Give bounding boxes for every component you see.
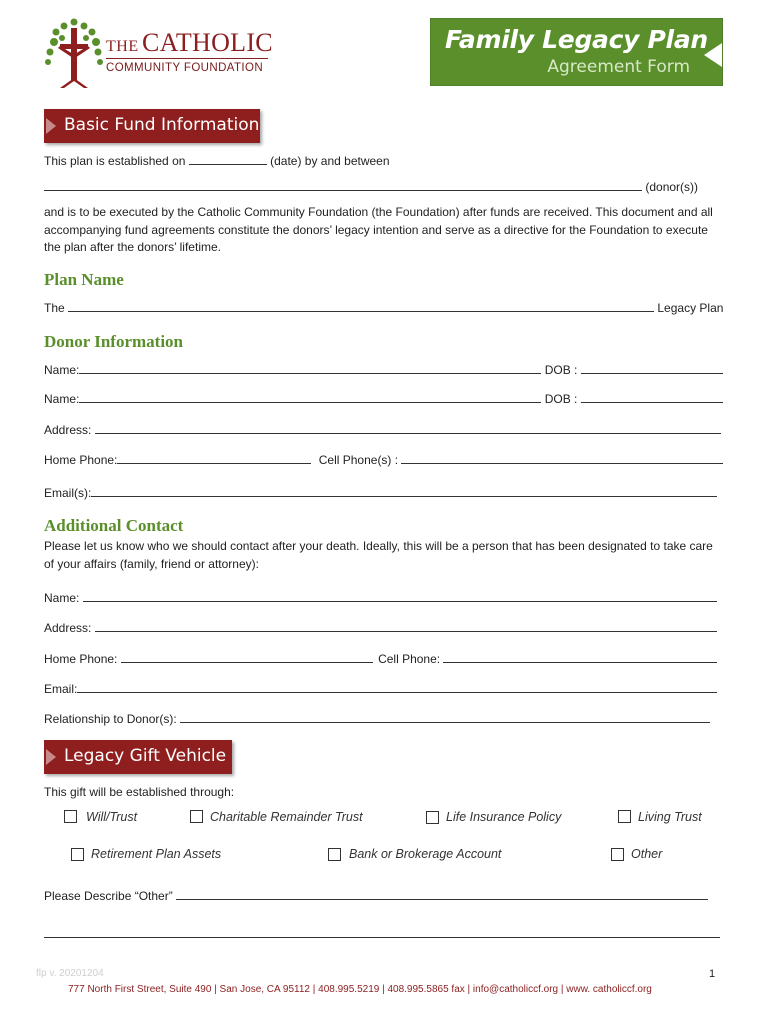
- logo-subtitle: COMMUNITY FOUNDATION: [106, 62, 264, 74]
- address-label: Address:: [44, 621, 92, 635]
- email-label: Email(s):: [44, 486, 92, 500]
- donors-label: (donor(s)): [645, 180, 699, 194]
- cell-phone-label: Cell Phone(s) :: [318, 453, 399, 467]
- name-label: Name:: [44, 591, 80, 605]
- contact-address-line: [44, 620, 717, 635]
- footer-contact: 777 North First Street, Suite 490 | San Jose, CA 95112 | 408.995.5219 | 408.995.5865 fax | info@catholiccf.org | www. catholiccf.org: [68, 984, 652, 995]
- option-other: Other: [631, 847, 663, 861]
- banner-arrow-icon: [46, 749, 56, 765]
- between-label: (date) by and between: [270, 154, 390, 168]
- describe-other-label: Please Describe “Other”: [44, 889, 173, 903]
- intro-paragraph: and is to be executed by the Catholic Community Foundation (the Foundation) after funds are received. This document and all accompanying fund agreements constitute the donors’ legacy intention and serve as a directive for the Foundation to execute the plan after the donors’ lifetime.: [44, 205, 713, 254]
- checkbox-bank-brokerage-account[interactable]: [328, 848, 341, 861]
- plan-name-heading: Plan Name: [44, 270, 124, 289]
- name-label: Name:: [44, 363, 80, 377]
- donor-address-field[interactable]: [95, 422, 721, 434]
- contact-cell-phone-field[interactable]: [443, 651, 717, 663]
- checkbox-living-trust[interactable]: [618, 810, 631, 823]
- title-notch: [704, 43, 722, 67]
- cell-phone-label: Cell Phone:: [378, 652, 441, 666]
- address-label: Address:: [44, 423, 92, 437]
- donor1-line: [44, 362, 723, 377]
- plan-name-line: [44, 300, 723, 315]
- option-will-trust: Will/Trust: [86, 810, 138, 824]
- established-label: This plan is established on: [44, 154, 186, 168]
- checkbox-retirement-plan-assets[interactable]: [71, 848, 84, 861]
- option-charitable-remainder-trust: Charitable Remainder Trust: [210, 810, 363, 824]
- checkbox-other[interactable]: [611, 848, 624, 861]
- plan-name-field[interactable]: [68, 300, 654, 312]
- email-label: Email:: [44, 682, 78, 696]
- checkbox-life-insurance-policy[interactable]: [426, 811, 439, 824]
- donor-email-line: [44, 485, 717, 500]
- logo-catholic: CATHOLIC: [142, 28, 273, 57]
- describe-other-line-2: [44, 926, 720, 941]
- describe-other-field[interactable]: [176, 888, 708, 900]
- donor-cell-phone-field[interactable]: [401, 452, 723, 464]
- name-label: Name:: [44, 392, 80, 406]
- option-retirement-plan-assets: Retirement Plan Assets: [91, 847, 222, 861]
- contact-email-line: [44, 681, 717, 696]
- vehicle-intro: This gift will be established through:: [44, 785, 235, 799]
- date-field[interactable]: [189, 153, 267, 165]
- donor2-dob-field[interactable]: [581, 391, 723, 403]
- page-number: 1: [709, 968, 716, 980]
- contact-home-phone-field[interactable]: [121, 651, 373, 663]
- donor2-name-field[interactable]: [79, 391, 541, 403]
- donor-info-heading: Donor Information: [44, 332, 183, 351]
- contact-email-field[interactable]: [77, 681, 717, 693]
- banner-arrow-icon: [46, 118, 56, 134]
- checkbox-charitable-remainder-trust[interactable]: [190, 810, 203, 823]
- home-phone-label: Home Phone:: [44, 652, 118, 666]
- option-life-insurance-policy: Life Insurance Policy: [446, 810, 562, 824]
- donors-field[interactable]: [44, 179, 642, 191]
- donor-home-phone-field[interactable]: [117, 452, 311, 464]
- contact-name-line: [44, 590, 717, 605]
- dob-label: DOB :: [544, 363, 578, 377]
- dob-label: DOB :: [544, 392, 578, 406]
- logo-divider: [106, 58, 268, 59]
- describe-other-field-2[interactable]: [44, 926, 720, 938]
- contact-phone-line: [44, 651, 717, 666]
- banner-basic-fund: [44, 109, 260, 143]
- banner-label: Basic Fund Information: [64, 115, 260, 135]
- page-subtitle: Agreement Form: [547, 57, 690, 77]
- donor1-dob-field[interactable]: [581, 362, 723, 374]
- version-label: flp v. 20201204: [36, 968, 104, 979]
- contact-paragraph: Please let us know who we should contact after your death. Ideally, this will be a person that has been designated to take care of your affairs (family, friend or attorney):: [44, 539, 713, 571]
- home-phone-label: Home Phone:: [44, 453, 118, 467]
- established-line: [44, 153, 390, 168]
- plan-suffix: Legacy Plan: [657, 301, 724, 315]
- checkbox-will-trust[interactable]: [64, 810, 77, 823]
- option-living-trust: Living Trust: [638, 810, 702, 824]
- tree-cross-icon: [42, 18, 106, 90]
- donor-address-line: [44, 422, 721, 437]
- donor1-name-field[interactable]: [79, 362, 541, 374]
- additional-contact-heading: Additional Contact: [44, 516, 184, 535]
- contact-name-field[interactable]: [83, 590, 717, 602]
- option-bank-brokerage-account: Bank or Brokerage Account: [349, 847, 502, 861]
- donor-phone-line: [44, 452, 723, 467]
- donors-line: [44, 179, 698, 194]
- relationship-field[interactable]: [180, 711, 710, 723]
- donor-email-field[interactable]: [91, 485, 717, 497]
- describe-other-line: [44, 888, 708, 903]
- logo-the: THE: [106, 38, 139, 55]
- banner-legacy-gift: [44, 740, 232, 774]
- relationship-label: Relationship to Donor(s):: [44, 712, 177, 726]
- page-title: Family Legacy Plan: [445, 25, 708, 54]
- relationship-line: [44, 711, 710, 726]
- title-box: [430, 18, 723, 86]
- plan-prefix: The: [44, 301, 65, 315]
- contact-address-field[interactable]: [95, 620, 717, 632]
- donor2-line: [44, 391, 723, 406]
- banner-label: Legacy Gift Vehicle: [64, 746, 227, 766]
